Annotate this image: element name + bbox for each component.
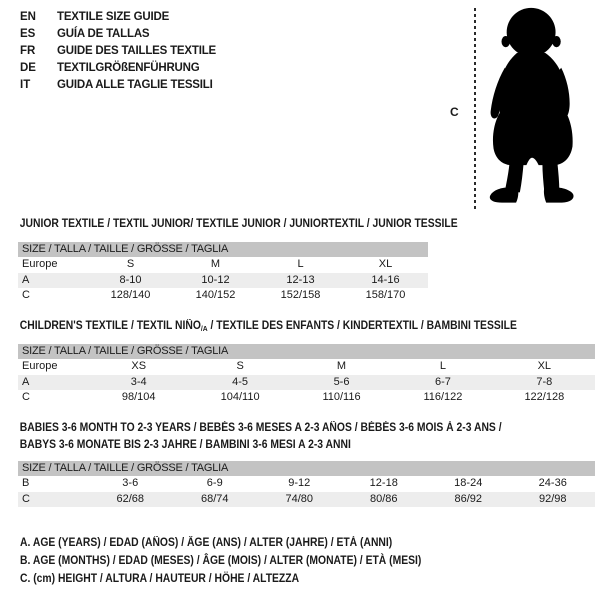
value-cell: 7-8 [536, 375, 553, 388]
row-label-cell: C [22, 492, 30, 505]
value-cell: L [439, 360, 446, 372]
measurement-legend [20, 534, 421, 588]
value-cell: 98/104 [121, 391, 156, 403]
table-body [18, 476, 595, 507]
value-cell: S [126, 258, 135, 270]
baby-silhouette-icon [486, 6, 580, 212]
size-header-bar: SIZE / TALLA / TAILLE / GRÖSSE / TAGLIA [18, 461, 595, 476]
value-cell: 18-24 [454, 477, 483, 489]
lang-row-fr [20, 43, 216, 60]
value-cell: S [236, 360, 244, 372]
value-cell: M [336, 360, 347, 372]
table-body [18, 359, 595, 406]
lang-row-en [20, 9, 216, 26]
lang-label: GUÍA DE TALLAS [57, 28, 150, 40]
value-cell: 92/98 [538, 492, 567, 505]
table-row [18, 288, 428, 304]
lang-code: IT [20, 79, 31, 91]
lang-label: TEXTILGRÖßENFÜHRUNG [57, 62, 200, 74]
lang-row-de [20, 60, 216, 77]
height-dashed-line [474, 8, 476, 210]
value-cell: 74/80 [285, 492, 314, 505]
lang-label: TEXTILE SIZE GUIDE [57, 11, 170, 23]
value-cell: 140/152 [195, 289, 236, 301]
table-title-line: BABIES 3-6 MONTH TO 2-3 YEARS / BEBÉS 3-6 MESES A 2-3 AÑOS / BÉBÉS 3-6 MOIS À 2-3 ANS / [19, 422, 502, 434]
lang-code: EN [20, 11, 36, 23]
language-title-block [20, 9, 216, 94]
value-cell: 86/92 [454, 492, 483, 505]
row-label-cell: A [22, 273, 30, 286]
lang-code: DE [20, 62, 36, 74]
value-cell: 80/86 [369, 492, 398, 505]
value-cell: XL [537, 360, 552, 372]
value-cell: 110/116 [322, 391, 361, 403]
value-cell: 14-16 [371, 273, 400, 286]
table-title-children [18, 319, 537, 344]
table-title-junior [18, 217, 458, 242]
value-cell: 122/128 [524, 391, 565, 403]
value-cell: 12-18 [369, 477, 398, 489]
value-cell: 10-12 [201, 273, 230, 286]
row-label-cell: B [22, 477, 30, 489]
babies-textile-section [18, 421, 595, 507]
lang-code: FR [20, 45, 36, 57]
height-marker-label: C [450, 105, 459, 119]
size-header-bar: SIZE / TALLA / TAILLE / GRÖSSE / TAGLIA [18, 242, 428, 257]
table-title-line: JUNIOR TEXTILE / TEXTIL JUNIOR/ TEXTILE JUNIOR / JUNIORTEXTIL / JUNIOR TESSILE [19, 218, 458, 230]
table-row [18, 492, 595, 508]
row-label-cell: C [22, 289, 30, 301]
table-row [18, 273, 428, 289]
value-cell: 8-10 [119, 273, 142, 286]
value-cell: 4-5 [232, 375, 249, 388]
value-cell: 152/158 [280, 289, 321, 301]
lang-row-es [20, 26, 216, 43]
value-cell: 62/68 [116, 492, 145, 505]
children-textile-section [18, 319, 595, 406]
table-row [18, 375, 595, 391]
table-row [18, 359, 595, 375]
value-cell: 3-4 [130, 375, 147, 388]
value-cell: XL [378, 258, 393, 270]
table-row [18, 390, 595, 406]
table-title-line: CHILDREN'S TEXTILE / TEXTIL $NIÑO_{/A}$ / TEXTILE DES ENFANTS / KINDERTEXTIL / BAMBINI TESSILE [19, 320, 517, 333]
table-title-babies [18, 421, 537, 461]
value-cell: 128/140 [110, 289, 151, 301]
value-cell: 24-36 [538, 477, 567, 489]
row-label-cell: Europe [22, 258, 58, 270]
size-header-bar: SIZE / TALLA / TAILLE / GRÖSSE / TAGLIA [18, 344, 595, 359]
value-cell: 68/74 [200, 492, 229, 505]
legend-line-b: B. AGE (MONTHS) / EDAD (MESES) / ÂGE (MOIS) / ALTER (MONATE) / ETÀ (MESI) [20, 555, 422, 567]
row-label-cell: C [22, 391, 30, 403]
lang-label: GUIDA ALLE TAGLIE TESSILI [57, 79, 213, 91]
value-cell: 116/122 [423, 391, 463, 403]
value-cell: 6-7 [434, 375, 451, 388]
value-cell: 104/110 [220, 391, 260, 403]
value-cell: L [297, 258, 304, 270]
legend-line-a: A. AGE (YEARS) / EDAD (AÑOS) / ÂGE (ANS) / ALTER (JAHRE) / ETÀ (ANNI) [20, 537, 393, 549]
value-cell: XS [131, 360, 147, 372]
value-cell: 9-12 [288, 477, 311, 489]
value-cell: M [210, 258, 221, 270]
table-row [18, 476, 595, 492]
table-title-line: BABYS 3-6 MONATE BIS 2-3 JAHRE / BAMBINI 3-6 MESI A 2-3 ANNI [19, 439, 351, 451]
lang-label: GUIDE DES TAILLES TEXTILE [57, 45, 216, 57]
lang-row-it [20, 77, 216, 94]
row-label-cell: A [22, 375, 30, 388]
legend-line-c: C. (cm) HEIGHT / ALTURA / HAUTEUR / HÖHE / ALTEZZA [20, 573, 300, 585]
table-body [18, 257, 428, 304]
junior-textile-section [18, 217, 458, 304]
value-cell: 12-13 [286, 273, 315, 286]
lang-code: ES [20, 28, 36, 40]
value-cell: 3-6 [122, 477, 139, 489]
value-cell: 5-6 [333, 375, 350, 388]
value-cell: 158/170 [365, 289, 406, 301]
row-label-cell: Europe [22, 360, 58, 372]
value-cell: 6-9 [206, 477, 223, 489]
table-row [18, 257, 428, 273]
